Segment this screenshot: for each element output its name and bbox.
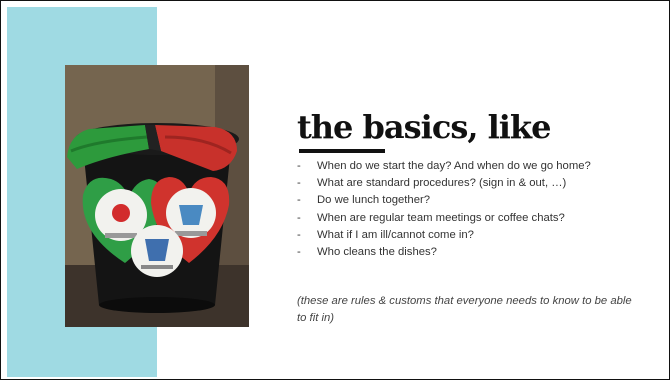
bullet-dash: - [297,211,301,224]
bullet-text: When do we start the day? And when do we go home? [317,160,591,172]
bullet-text: Who cleans the dishes? [317,245,437,258]
slide-title: the basics, like [297,108,551,146]
bullet-item [297,192,662,209]
bullet-text: When are regular team meetings or coffee chats? [317,211,565,224]
bullet-item [297,158,662,175]
bullet-item [297,227,662,244]
bullet-dash: - [297,228,301,241]
bullet-list [297,158,662,261]
bullet-text: Do we lunch together? [317,194,431,207]
bullet-dash: - [297,160,301,172]
bullet-item [297,210,662,227]
waste-bin-illustration [65,65,249,327]
bullet-dash: - [297,177,301,190]
footnote: (these are rules & customs that everyone needs to know to be able to fit in) [297,295,632,324]
bullet-dash: - [297,194,301,207]
bullet-text: What are standard procedures? (sign in & out, …) [317,177,567,190]
title-underline [299,149,385,153]
bullet-text: What if I am ill/cannot come in? [317,228,474,241]
bullet-item [297,175,662,192]
bullet-item [297,244,662,261]
bullet-dash: - [297,245,301,258]
photo-waste-bin [65,65,249,327]
